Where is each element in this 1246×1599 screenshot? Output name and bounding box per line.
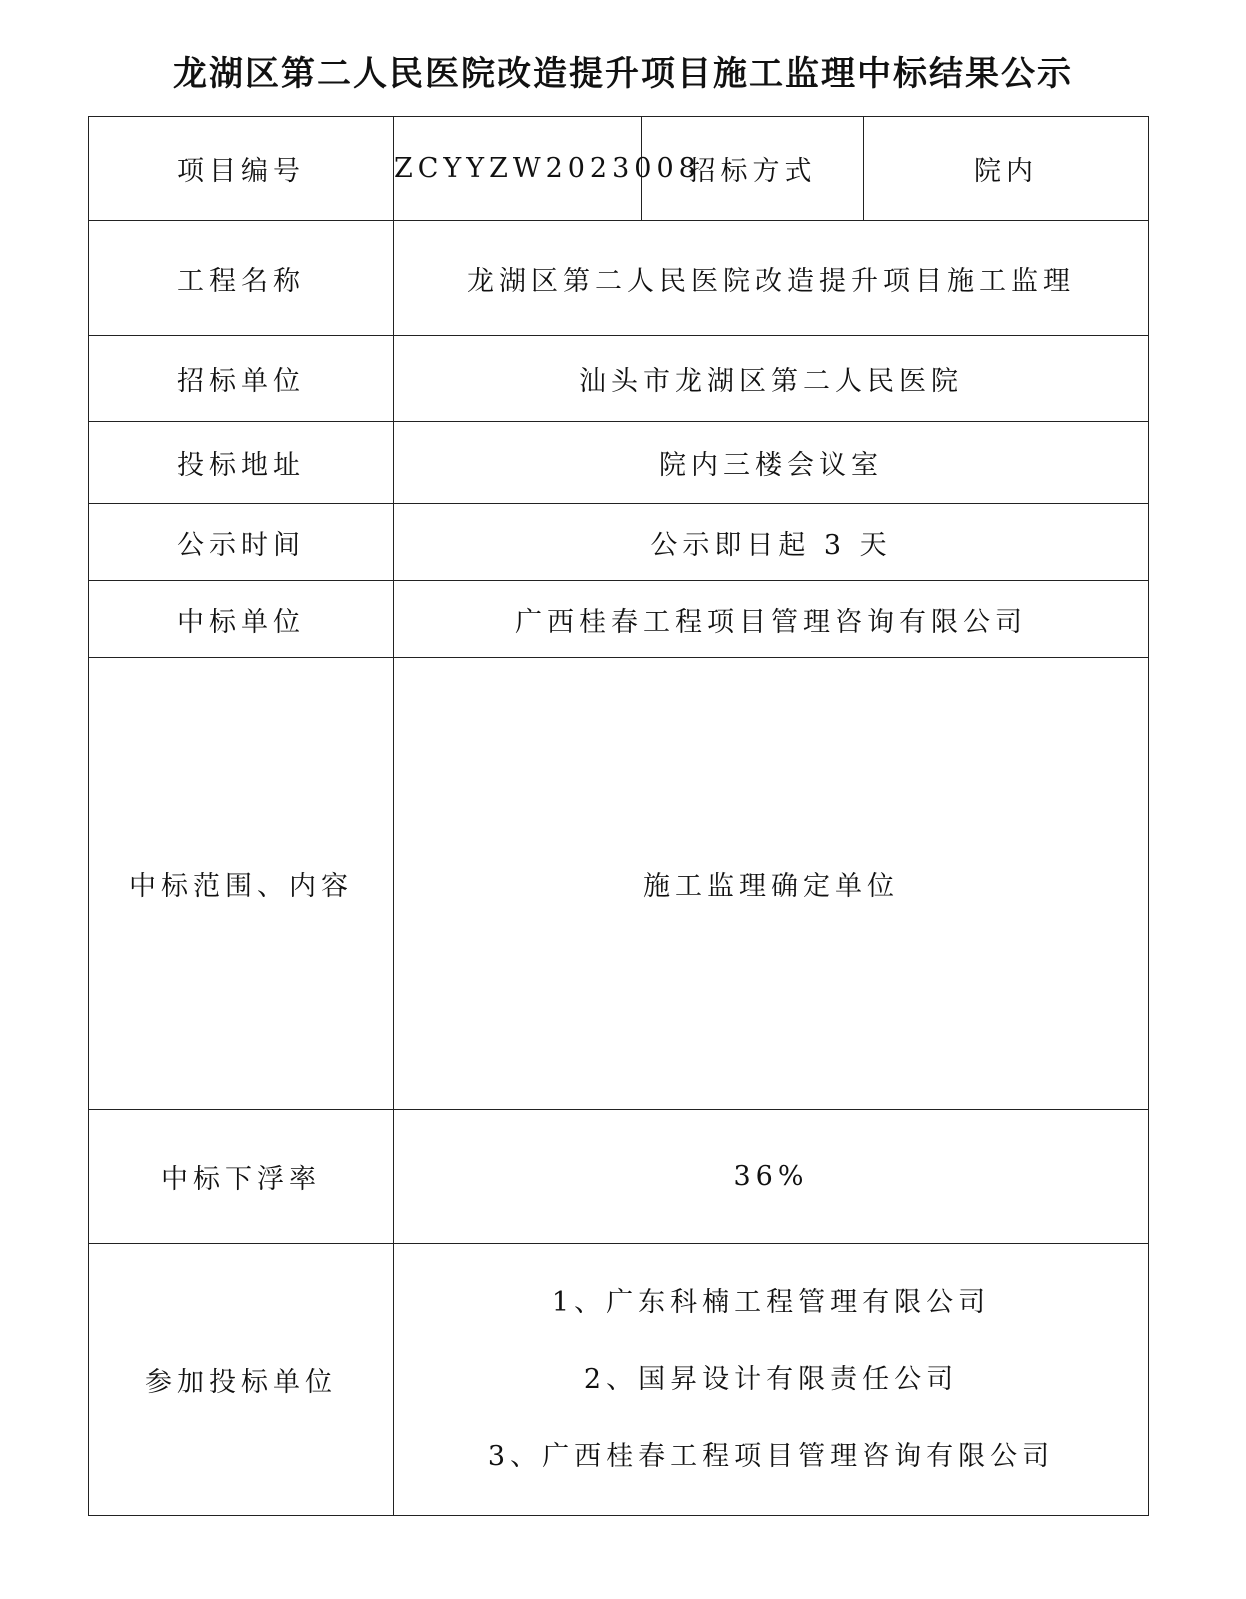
discount-rate-value: 36% xyxy=(394,1110,1149,1244)
scope-value: 施工监理确定单位 xyxy=(394,658,1149,1110)
tendering-unit-label: 招标单位 xyxy=(89,336,394,422)
row-bidders xyxy=(89,1244,1149,1516)
row-scope xyxy=(89,658,1149,1110)
row-winning-unit xyxy=(89,581,1149,658)
tender-method-label: 招标方式 xyxy=(642,117,864,221)
notice-period-value: 公示即日起 3 天 xyxy=(394,504,1149,581)
row-project-name xyxy=(89,221,1149,336)
project-code-label: 项目编号 xyxy=(89,117,394,221)
scope-label: 中标范围、内容 xyxy=(89,658,394,1110)
bidders-label: 参加投标单位 xyxy=(89,1244,394,1516)
result-table xyxy=(88,116,1149,1516)
row-project-code xyxy=(89,117,1149,221)
row-discount-rate xyxy=(89,1110,1149,1244)
row-notice-period xyxy=(89,504,1149,581)
tender-method-value: 院内 xyxy=(864,117,1149,221)
row-tendering-unit xyxy=(89,336,1149,422)
discount-rate-label: 中标下浮率 xyxy=(89,1110,394,1244)
bidder-item: 1、广东科楠工程管理有限公司 xyxy=(551,1287,991,1318)
project-name-value: 龙湖区第二人民医院改造提升项目施工监理 xyxy=(394,221,1149,336)
bid-address-label: 投标地址 xyxy=(89,422,394,504)
tendering-unit-value: 汕头市龙湖区第二人民医院 xyxy=(394,336,1149,422)
project-name-label: 工程名称 xyxy=(89,221,394,336)
bid-address-value: 院内三楼会议室 xyxy=(394,422,1149,504)
winning-unit-value: 广西桂春工程项目管理咨询有限公司 xyxy=(394,581,1149,658)
winning-unit-label: 中标单位 xyxy=(89,581,394,658)
bidder-item: 3、广西桂春工程项目管理咨询有限公司 xyxy=(487,1441,1055,1472)
row-bid-address xyxy=(89,422,1149,504)
project-code-value: ZCYYZW2023008 xyxy=(394,117,642,221)
bidder-item: 2、国昇设计有限责任公司 xyxy=(583,1364,959,1395)
bidders-list xyxy=(394,1244,1149,1516)
document-title: 龙湖区第二人民医院改造提升项目施工监理中标结果公示 xyxy=(173,54,1073,94)
notice-period-label: 公示时间 xyxy=(89,504,394,581)
